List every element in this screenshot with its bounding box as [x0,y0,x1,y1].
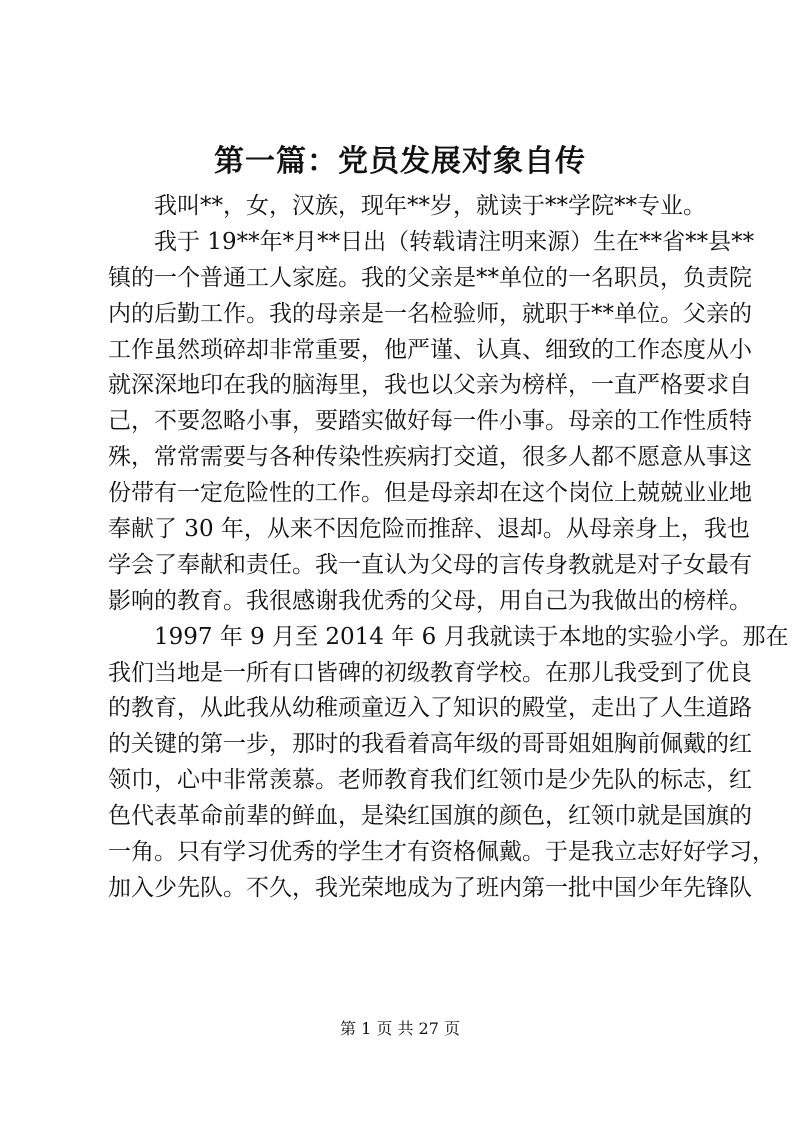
paragraph-line: 一角。只有学习优秀的学生才有资格佩戴。于是我立志好好学习， [108,839,775,866]
paragraph-line: 内的后勤工作。我的母亲是一名检验师，就职于**单位。父亲的 [108,300,752,327]
paragraph-line: 殊，常常需要与各种传染性疾病打交道，很多人都不愿意从事这 [108,444,752,471]
page-footer: 第 1 页 共 27 页 [340,1019,460,1038]
paragraph-line: 份带有一定危险性的工作。但是母亲却在这个岗位上兢兢业业地 [108,480,752,507]
paragraph-line: 的教育，从此我从幼稚顽童迈入了知识的殿堂，走出了人生道路 [108,695,752,722]
document-body [108,189,789,907]
paragraph-line: 我们当地是一所有口皆碑的初级教育学校。在那儿我受到了优良 [108,659,752,686]
paragraph-line: 1997 年 9 月至 2014 年 6 月我就读于本地的实验小学。那在 [154,623,789,650]
paragraph-line: 镇的一个普通工人家庭。我的父亲是**单位的一名职员，负责院 [108,264,752,291]
paragraph-line: 学会了奉献和责任。我一直认为父母的言传身教就是对子女最有 [108,551,752,578]
paragraph-line: 我叫**，女，汉族，现年**岁，就读于**学院**专业。 [154,193,706,219]
paragraph-line: 我于 19**年*月**日出（转载请注明来源）生在**省**县** [154,228,755,255]
paragraph-line: 就深深地印在我的脑海里，我也以父亲为榜样，一直严格要求自 [108,372,752,399]
paragraph-line: 的关键的第一步，那时的我看着高年级的哥哥姐姐胸前佩戴的红 [108,731,752,758]
paragraph-line: 己，不要忽略小事，要踏实做好每一件小事。母亲的工作性质特 [108,408,752,435]
document-title: 第一篇：党员发展对象自传 [214,144,586,179]
paragraph-line: 奉献了 30 年，从来不因危险而推辞、退却。从母亲身上，我也 [108,516,750,543]
paragraph-line: 色代表革命前辈的鲜血，是染红国旗的颜色，红领巾就是国旗的 [108,803,752,830]
paragraph-line: 加入少先队。不久，我光荣地成为了班内第一批中国少年先锋队 [108,874,752,901]
paragraph-line: 影响的教育。我很感谢我优秀的父母，用自己为我做出的榜样。 [108,587,752,614]
paragraph-line: 工作虽然琐碎却非常重要，他严谨、认真、细致的工作态度从小 [108,336,752,363]
paragraph-line: 领巾，心中非常羡慕。老师教育我们红领巾是少先队的标志，红 [108,767,752,794]
